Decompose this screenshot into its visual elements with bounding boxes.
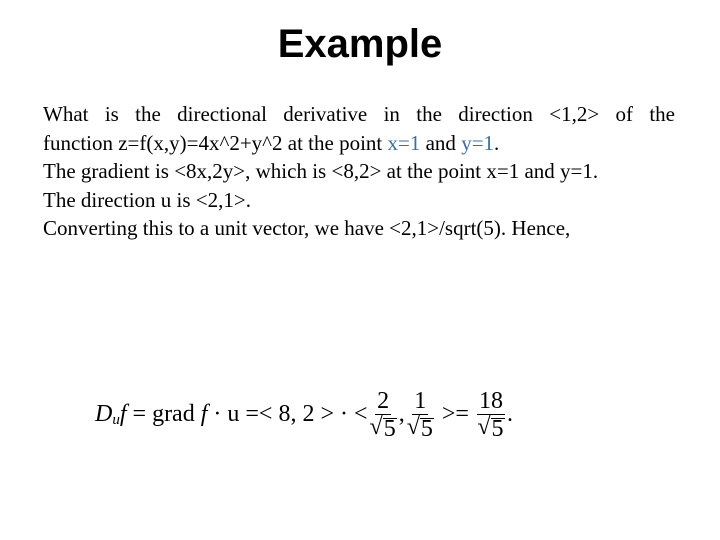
formula-comma: , — [398, 400, 405, 427]
formula-subscript-u: u — [112, 411, 120, 428]
text-line-4: The direction u is <2,1>. — [43, 187, 251, 212]
text-line-3: The gradient is <8x,2y>, which is <8,2> at the point x=1 and y=1. — [43, 159, 599, 183]
body-text — [43, 100, 675, 243]
fraction-1-denominator: 5 — [383, 416, 396, 442]
fraction-3-numerator: 18 — [478, 388, 503, 414]
sqrt-icon: √ 5 — [369, 414, 396, 442]
text-line-2-and: and — [420, 130, 462, 155]
point-y: y=1 — [461, 130, 495, 155]
formula-dot: · — [207, 400, 228, 427]
formula-period: . — [506, 400, 513, 427]
formula-close-equals: >= — [435, 400, 475, 427]
formula-u: u — [227, 400, 240, 427]
fraction-18-over-sqrt5 — [477, 388, 505, 442]
formula-equals-1: = — [126, 400, 153, 427]
fraction-2-over-sqrt5 — [369, 388, 397, 442]
formula-D: D — [95, 400, 113, 427]
text-line-2-end: . — [494, 130, 500, 155]
text-line-5: Converting this to a unit vector, we have <2,1>/sqrt(5). Hence, — [43, 216, 571, 240]
formula-vector-8-2: =< 8, 2 > · < — [239, 400, 368, 427]
formula-grad: grad — [152, 400, 195, 427]
sqrt-icon: √ 5 — [477, 414, 504, 442]
text-line-1: What is the directional derivative in the direction <1,2> of the — [43, 102, 675, 126]
fraction-1-over-sqrt5 — [406, 388, 434, 442]
slide-title: Example — [277, 22, 443, 66]
fraction-1-numerator: 2 — [377, 388, 390, 414]
fraction-2-denominator: 5 — [420, 416, 433, 442]
fraction-3-denominator: 5 — [491, 416, 504, 442]
directional-derivative-formula — [95, 384, 513, 444]
fraction-2-numerator: 1 — [414, 388, 427, 414]
point-x: x=1 — [387, 130, 421, 155]
sqrt-icon: √ 5 — [406, 414, 433, 442]
text-line-2-prefix: function z=f(x,y)=4x^2+y^2 at the point — [43, 130, 388, 155]
formula-grad-f: f — [200, 400, 208, 427]
text-line-2 — [43, 129, 675, 158]
formula-f: f — [119, 400, 127, 427]
